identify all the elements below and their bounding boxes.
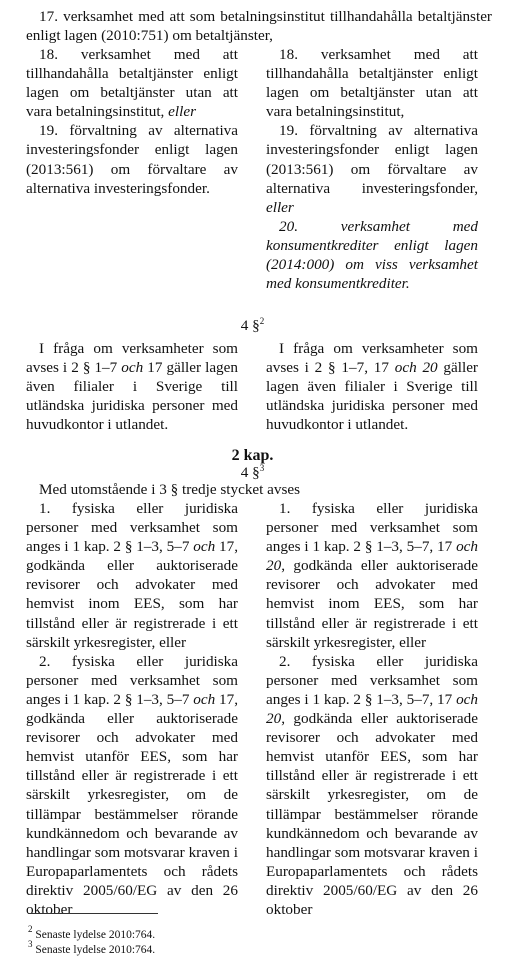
right-section4-text: I fråga om verksamheter som avses i 2 § 1–7, 17 och 20 gäller lagen även filialer i Sverige till utländska juridiska personer med huvudkontor i utlandet.: [266, 340, 478, 434]
left-item19: 19. förvaltning av alternativa investeringsfonder enligt lagen (2013:561) om förvaltare av alternativa investeringsfonder.: [26, 122, 238, 197]
right-item20: 20. verksamhet med konsumentkrediter enligt lagen (2014:000) om viss verksamhet med konsumentkrediter.: [266, 217, 478, 293]
intro-paragraph-item17: [26, 7, 492, 45]
footnote-ref: 3: [259, 463, 265, 473]
right-column-items: [266, 45, 478, 293]
left-chapter2-items: [26, 499, 238, 919]
left-chap2-item2: 2. fysiska eller juridiska personer med verksamhet som anges i 1 kap. 2 § 1–3, 5–7 och 17, godkända eller auktoriserade revisorer och advokater med hemvist utanför EES, som har tillstånd eller är registrerade i ett särskilt yrkesregister, om de tillämpar bestämmelser rörande kundkännedom och bevarande av handlingar som motsvarar kraven i Europaparlamentets och rådets direktiv 2005/60/EG av den 26 oktober: [26, 652, 238, 918]
footnote-divider: [28, 913, 158, 914]
section-label: 4 §: [240, 464, 260, 481]
right-chapter2-items: [266, 499, 478, 919]
right-chap2-item1: 1. fysiska eller juridiska personer med verksamhet som anges i 1 kap. 2 § 1–3, 5–7, 17 och 20, godkända eller auktoriserade revisorer och advokater med hemvist inom EES, som har tillstånd eller är registrerade i ett särskilt yrkesregister, eller: [266, 500, 478, 651]
left-item18: 18. verksamhet med att tillhandahålla betaltjänster enligt lagen om betaltjänster utan att vara betalningsinstitut, eller: [26, 46, 238, 121]
item17-text: 17. verksamhet med att som betalningsinstitut tillhandahålla betaltjänster enligt lagen (2010:751) om betaltjänster,: [26, 8, 492, 45]
left-column-items: [26, 45, 238, 198]
intro-line: Med utomstående i 3 § tredje stycket avses: [39, 481, 301, 498]
footnote-3: $^3$ Senaste lydelse 2010:764.: [28, 939, 156, 956]
left-section4-text: I fråga om verksamheter som avses i 2 § 1–7 och 17 gäller lagen även filialer i Sverige till utländska juridiska personer med huvudkontor i utlandet.: [26, 340, 238, 434]
right-item18: 18. verksamhet med att tillhandahålla betaltjänster enligt lagen om betaltjänster utan att vara betalningsinstitut,: [266, 46, 478, 121]
right-chap2-item2: 2. fysiska eller juridiska personer med verksamhet som anges i 1 kap. 2 § 1–3, 5–7, 17 och 20, godkända eller auktoriserade revisorer och advokater med hemvist utanför EES, som har tillstånd eller är registrerade i ett särskilt yrkesregister, om de tillämpar bestämmelser rörande kundkännedom och bevarande av handlingar som motsvarar kraven i Europaparlamentets och rådets direktiv 2005/60/EG av den 26 oktober: [266, 652, 478, 918]
chapter-heading: 2 kap.: [231, 447, 274, 464]
left-chap2-item1: 1. fysiska eller juridiska personer med verksamhet som anges i 1 kap. 2 § 1–3, 5–7 och 17, godkända eller auktoriserade revisorer och advokater med hemvist inom EES, som har tillstånd eller är registrerade i ett särskilt yrkesregister, eller: [26, 500, 238, 651]
footnote-ref: 2: [259, 316, 265, 326]
section-heading-4: [0, 316, 505, 335]
section-label: 4 §: [240, 317, 260, 334]
right-item19: 19. förvaltning av alternativa investeringsfonder enligt lagen (2013:561) om förvaltare av alternativa investeringsfonder, eller: [266, 122, 478, 216]
footnote-2: $^2$ Senaste lydelse 2010:764.: [28, 924, 156, 941]
